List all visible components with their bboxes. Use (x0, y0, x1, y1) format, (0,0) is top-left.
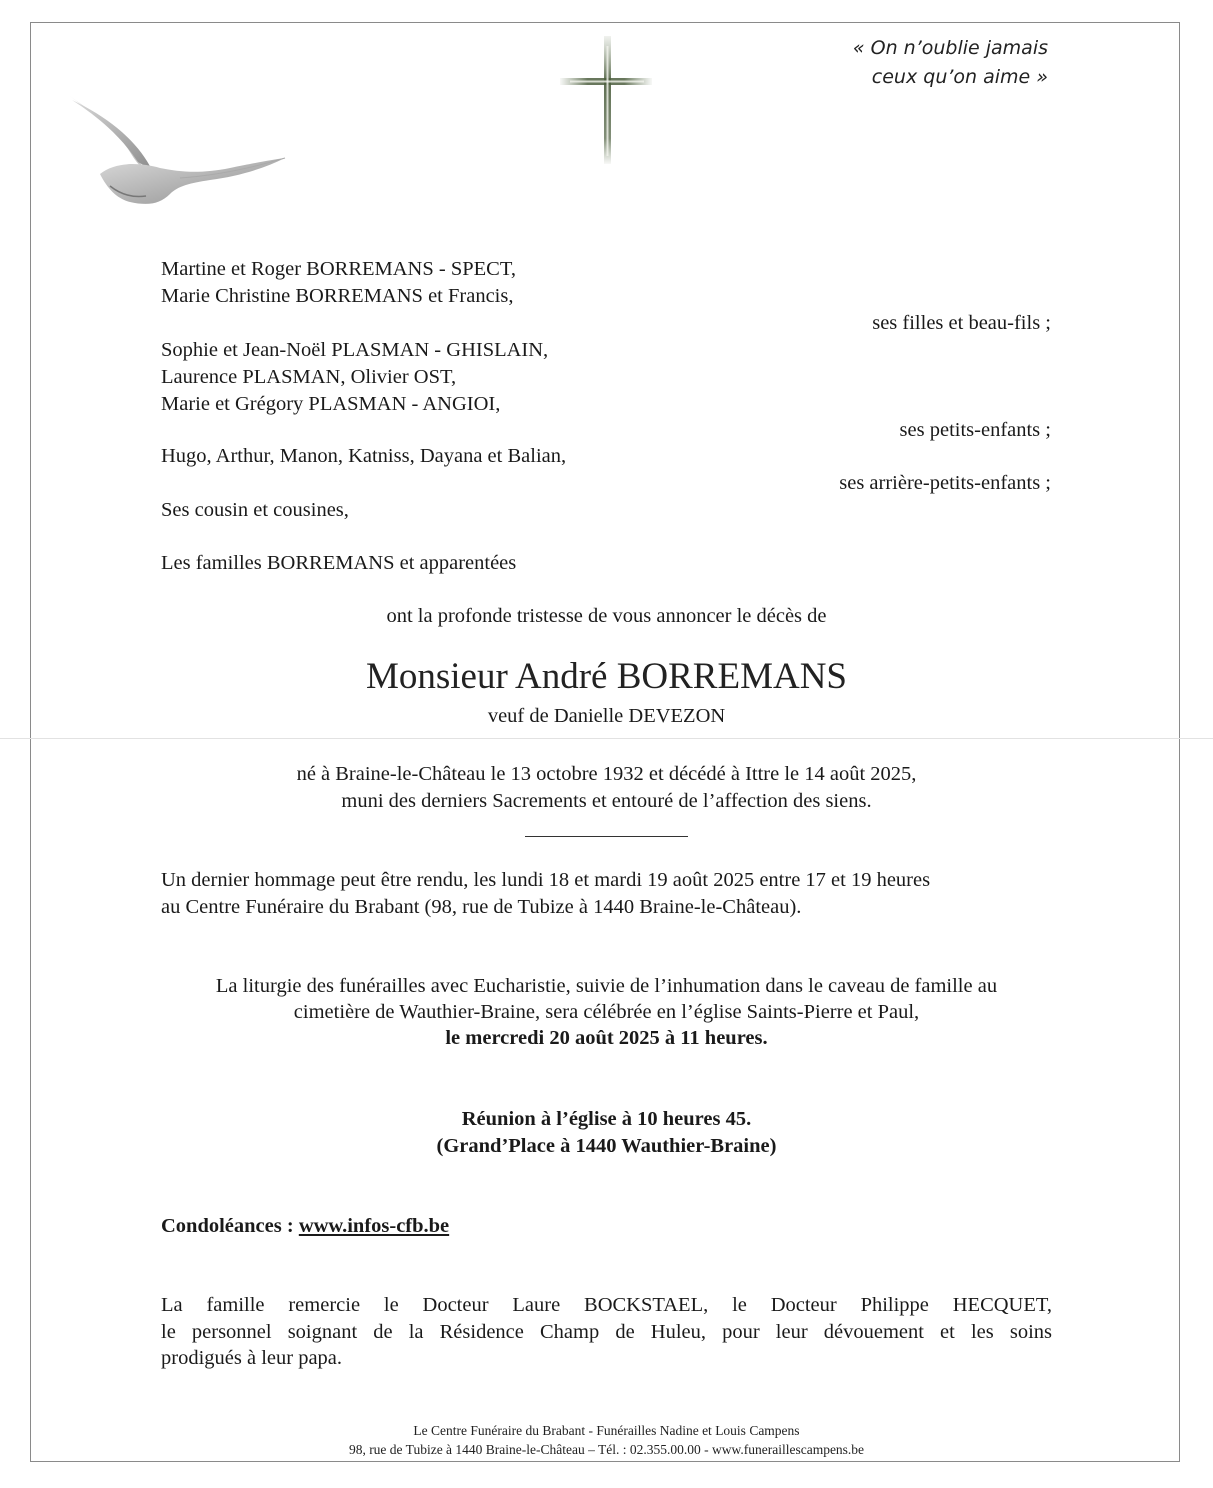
separator-rule (525, 836, 688, 837)
family-daughter-1: Martine et Roger BORREMANS - SPECT, (161, 258, 516, 280)
motto-line-2: ceux qu’on aime » (871, 66, 1048, 88)
thanks-paragraph (161, 1292, 1052, 1372)
sacraments-line: muni des derniers Sacrements et entouré de l’affection des siens. (341, 790, 872, 812)
daughters-label: ses filles et beau-fils ; (872, 312, 1051, 334)
liturgy-date: le mercredi 20 août 2025 à 11 heures. (445, 1027, 768, 1049)
grandchild-1: Sophie et Jean-Noël PLASMAN - GHISLAIN, (161, 339, 549, 361)
dove-icon (60, 90, 300, 220)
widower-of: veuf de Danielle DEVEZON (487, 705, 726, 727)
tribute-line-1: Un dernier hommage peut être rendu, les lundi 18 et mardi 19 août 2025 entre 17 et 19 heures (161, 869, 931, 891)
condolences (161, 1213, 449, 1240)
deceased-name: Monsieur André BORREMANS (365, 656, 848, 697)
cousins: Ses cousin et cousines, (161, 499, 349, 521)
motto (853, 34, 1048, 92)
great-grandchildren-label: ses arrière-petits-enfants ; (839, 472, 1051, 494)
thanks-line-1: La famille remercie le Docteur Laure BOCKSTAEL, le Docteur Philippe HECQUET, (161, 1294, 1052, 1316)
card-border (30, 22, 1180, 1462)
footer-line-1: Le Centre Funéraire du Brabant - Funérailles Nadine et Louis Campens (413, 1423, 800, 1438)
condolences-link[interactable]: www.infos-cfb.be (298, 1215, 450, 1237)
announcement: ont la profonde tristesse de vous annoncer le décès de (386, 605, 827, 627)
birth-death-details: né à Braine-le-Château le 13 octobre 1932 et décédé à Ittre le 14 août 2025, (296, 763, 917, 785)
liturgy-line-1: La liturgie des funérailles avec Eucharistie, suivie de l’inhumation dans le caveau de famille au (215, 975, 998, 997)
cross-icon (560, 36, 656, 166)
condolences-label: Condoléances : (161, 1215, 299, 1237)
grandchild-3: Marie et Grégory PLASMAN - ANGIOI, (161, 393, 501, 415)
grandchildren-label: ses petits-enfants ; (899, 419, 1051, 441)
thanks-line-2: le personnel soignant de la Résidence Champ de Huleu, pour leur dévouement et les soins (161, 1320, 1052, 1343)
thanks-line-3: prodigués à leur papa. (161, 1347, 343, 1369)
footer-line-2: 98, rue de Tubize à 1440 Braine-le-Château – Tél. : 02.355.00.00 - www.funeraillescampens.be (348, 1442, 865, 1457)
grandchild-2: Laurence PLASMAN, Olivier OST, (161, 366, 457, 388)
great-grandchildren: Hugo, Arthur, Manon, Katniss, Dayana et Balian, (161, 445, 567, 467)
meeting-line-2: (Grand’Place à 1440 Wauthier-Braine) (436, 1135, 777, 1157)
families: Les familles BORREMANS et apparentées (161, 552, 517, 574)
fold-line (0, 738, 1213, 739)
motto-line-1: « On n’oublie jamais (852, 37, 1048, 59)
meeting-line-1: Réunion à l’église à 10 heures 45. (461, 1108, 752, 1130)
tribute-line-2: au Centre Funéraire du Brabant (98, rue de Tubize à 1440 Braine-le-Château). (161, 896, 802, 918)
family-daughter-2: Marie Christine BORREMANS et Francis, (161, 285, 514, 307)
liturgy-line-2: cimetière de Wauthier-Braine, sera célébrée en l’église Saints-Pierre et Paul, (293, 1001, 920, 1023)
